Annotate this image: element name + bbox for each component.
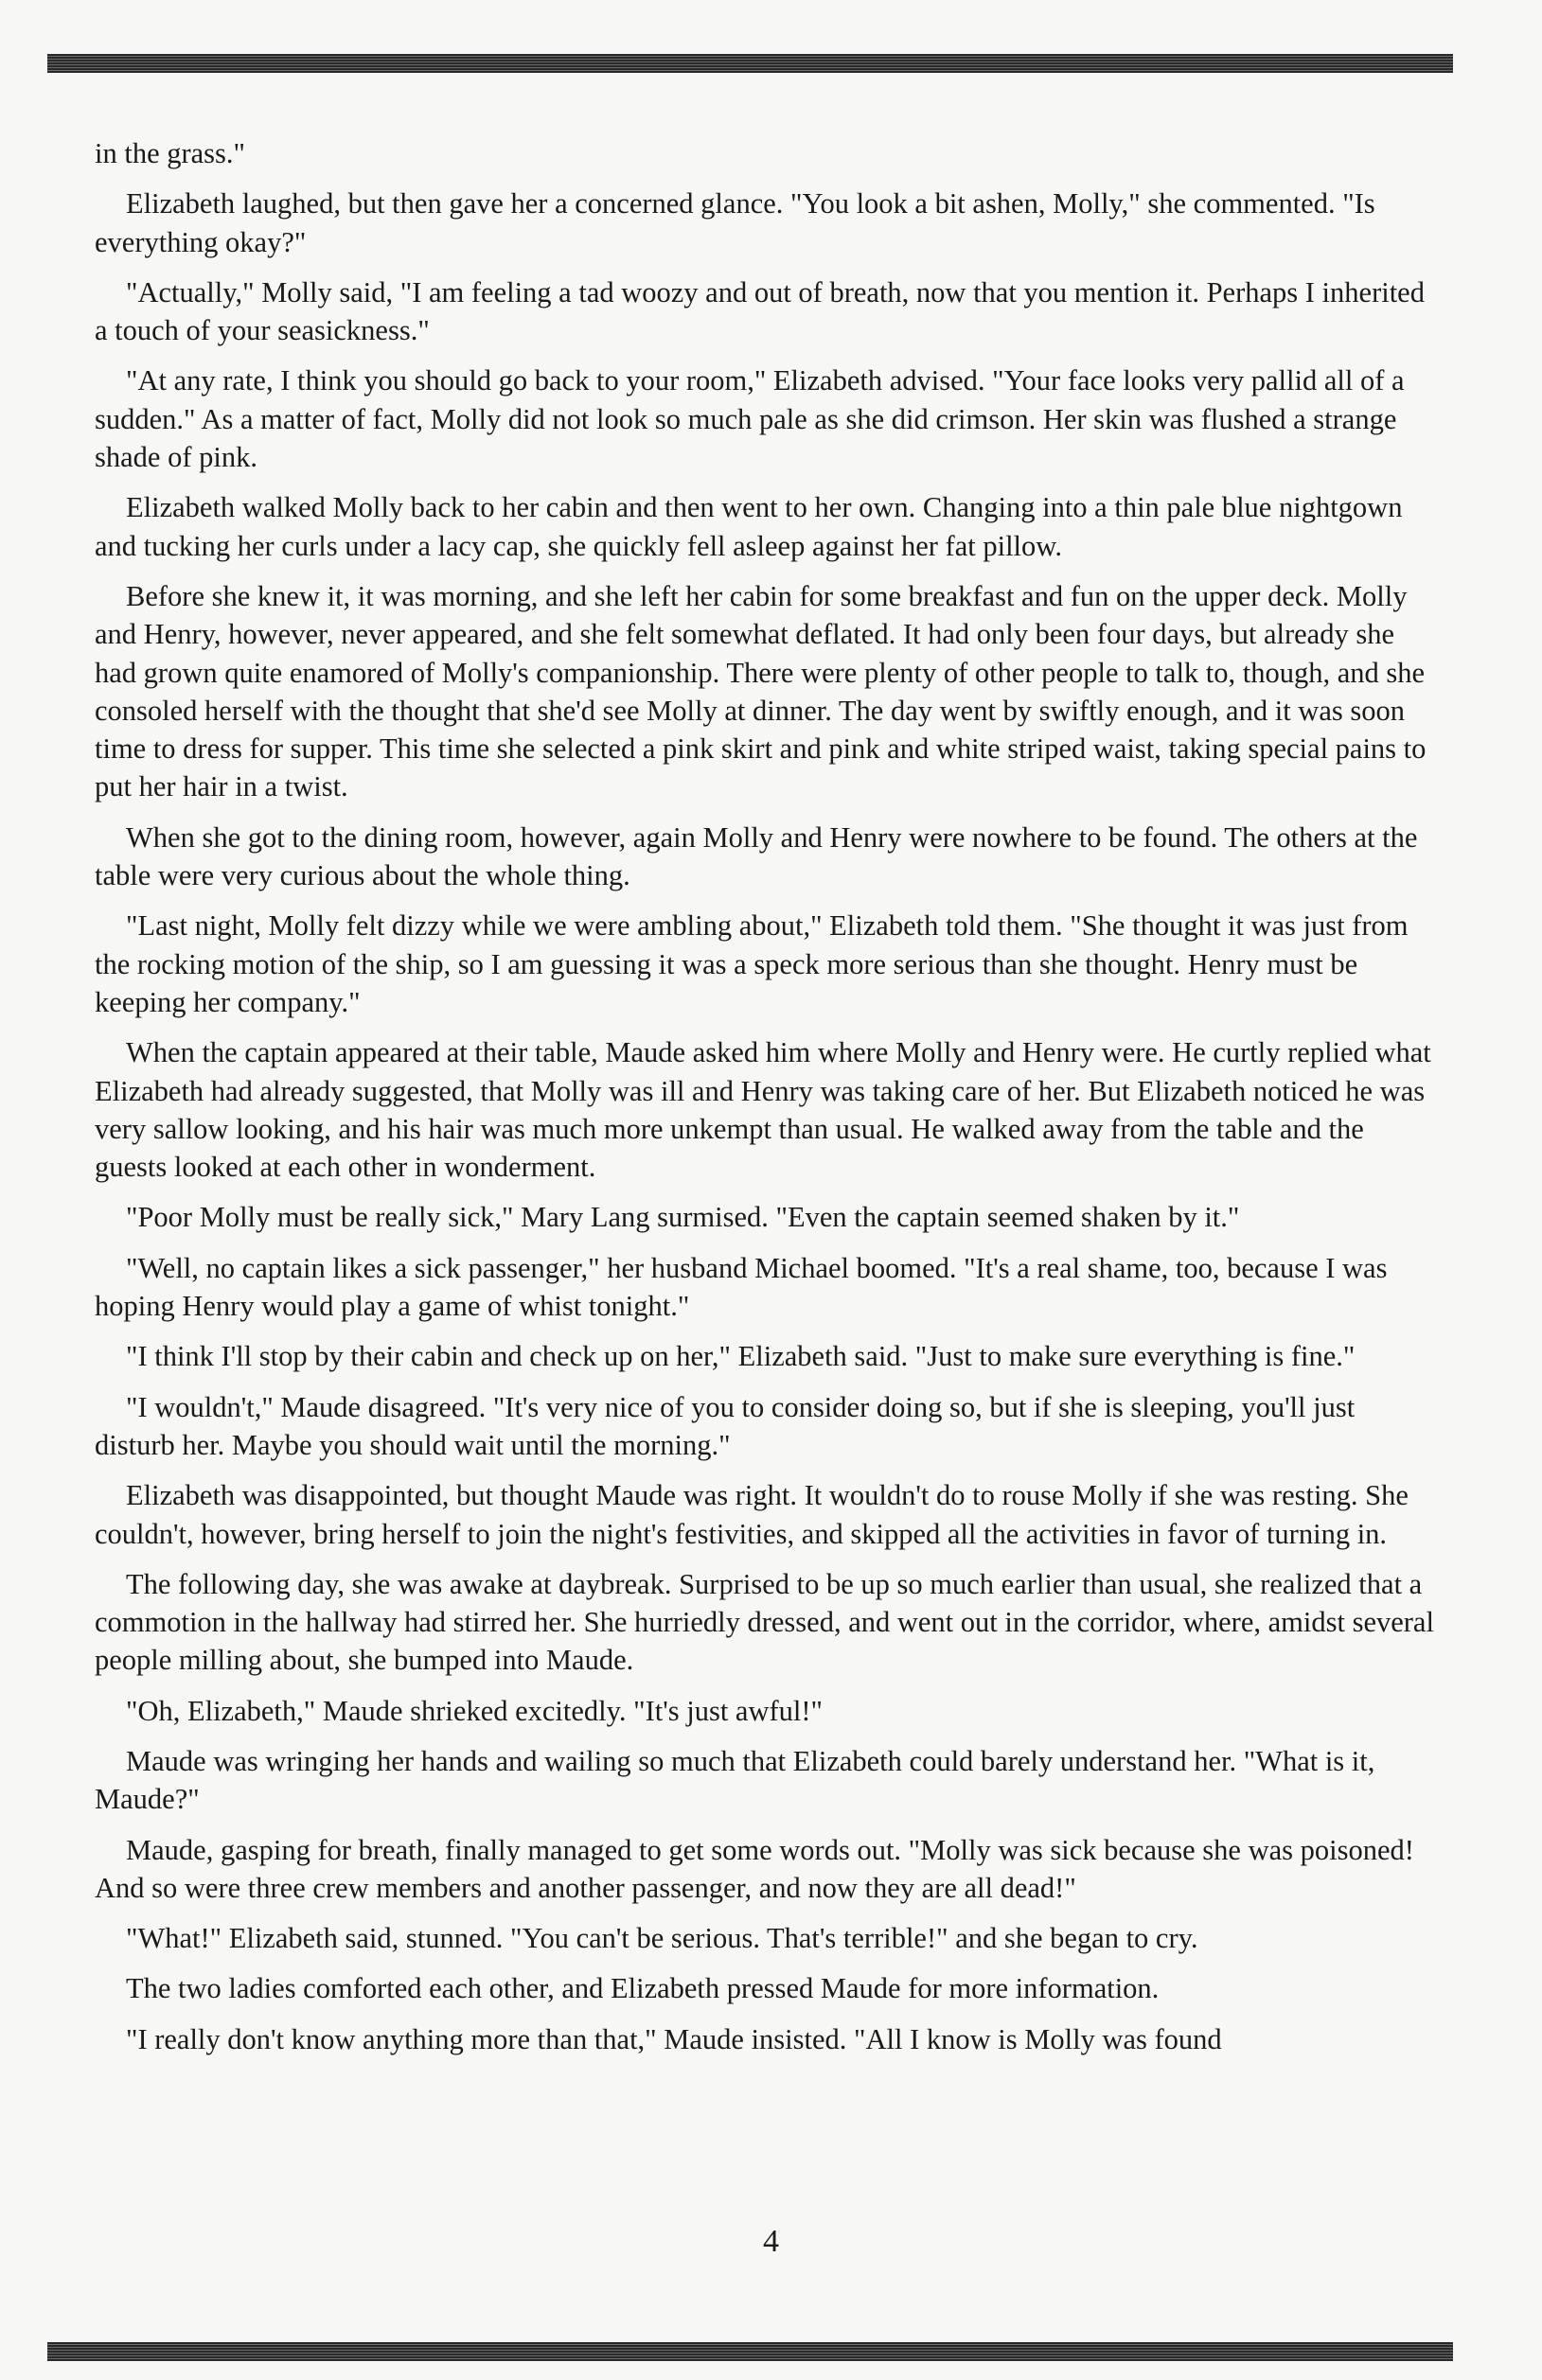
paragraph: Maude was wringing her hands and wailing so much that Elizabeth could barely understand her. "What is it, Maude?" [95,1744,1375,1816]
paragraph: "Well, no captain likes a sick passenger," her husband Michael boomed. "It's a real shame, too, because I was hoping Henry would play a game of whist tonight." [95,1251,1388,1323]
paragraph: "At any rate, I think you should go back to your room," Elizabeth advised. "Your face looks very pallid all of a sudden." As a matter of fact, Molly did not look so much pale as she did crimson. Her skin was flushed a strange shade of pink. [95,364,1405,474]
paragraph: "Oh, Elizabeth," Maude shrieked excitedly. "It's just awful!" [126,1694,823,1727]
paragraph: "Actually," Molly said, "I am feeling a tad woozy and out of breath, now that you mention it. Perhaps I inherited a touch of your seasickness." [95,275,1425,347]
paragraph: "Poor Molly must be really sick," Mary Lang surmised. "Even the captain seemed shaken by it." [126,1201,1240,1234]
paragraph: "What!" Elizabeth said, stunned. "You can't be serious. That's terrible!" and she began to cry. [126,1922,1198,1955]
paragraph: Elizabeth was disappointed, but thought Maude was right. It wouldn't do to rouse Molly if she was resting. She couldn't, however, bring herself to join the night's festivities, and skipped all the activities in favor of turning in. [95,1479,1409,1550]
paragraph: When the captain appeared at their table, Maude asked him where Molly and Henry were. He curtly replied what Elizabeth had already suggested, that Molly was ill and Henry was taking care of her. But Elizabeth noticed he was very sallow looking, and his hair was much more unkempt than usual. He walked away from the table and the guests looked at each other in wonderment. [95,1036,1431,1184]
paragraph: "Last night, Molly felt dizzy while we were ambling about," Elizabeth told them. "She thought it was just from the rocking motion of the ship, so I am guessing it was a speck more serious than she thought. Henry must be keeping her company." [95,909,1409,1018]
paragraph: Before she knew it, it was morning, and she left her cabin for some breakfast and fun on the upper deck. Molly and Henry, however, never appeared, and she felt somewhat deflated. It had only been four days, but already she had grown quite enamored of Molly's companionship. There were plenty of other people to talk to, though, and she consoled herself with the thought that she'd see Molly at dinner. The day went by swiftly enough, and it was soon time to dress for supper. This time she selected a pink skirt and pink and white striped waist, taking special pains to put her hair in a twist. [95,579,1427,803]
page-number: 4 [763,2224,779,2259]
paragraph: The following day, she was awake at daybreak. Surprised to be up so much earlier than usual, she realized that a commotion in the hallway had stirred her. She hurriedly dressed, and went out in the corridor, where, amidst several people milling about, she bumped into Maude. [95,1567,1434,1677]
paragraph: "I really don't know anything more than that," Maude insisted. "All I know is Molly was found [126,2022,1222,2055]
paragraph: Elizabeth laughed, but then gave her a concerned glance. "You look a bit ashen, Molly," she commented. "Is everything okay?" [95,187,1375,258]
paragraph: The two ladies comforted each other, and Elizabeth pressed Maude for more information. [126,1972,1160,2005]
bottom-rule [47,2342,1453,2361]
paragraph: in the grass." [95,137,245,169]
paragraph: Elizabeth walked Molly back to her cabin and then went to her own. Changing into a thin pale blue nightgown and tucking her curls under a lacy cap, she quickly fell asleep against her fat pillow. [95,491,1403,562]
body-text [95,134,1439,2071]
paragraph: "I think I'll stop by their cabin and check up on her," Elizabeth said. "Just to make sure everything is fine." [126,1340,1356,1373]
paragraph: When she got to the dining room, however, again Molly and Henry were nowhere to be found. The others at the table were very curious about the whole thing. [95,820,1418,892]
top-rule [47,54,1453,73]
paragraph: Maude, gasping for breath, finally managed to get some words out. "Molly was sick because she was poisoned! And so were three crew members and another passenger, and now they are all dead!" [95,1833,1414,1904]
paragraph: "I wouldn't," Maude disagreed. "It's very nice of you to consider doing so, but if she is sleeping, you'll just disturb her. Maybe you should wait until the morning." [95,1390,1356,1461]
